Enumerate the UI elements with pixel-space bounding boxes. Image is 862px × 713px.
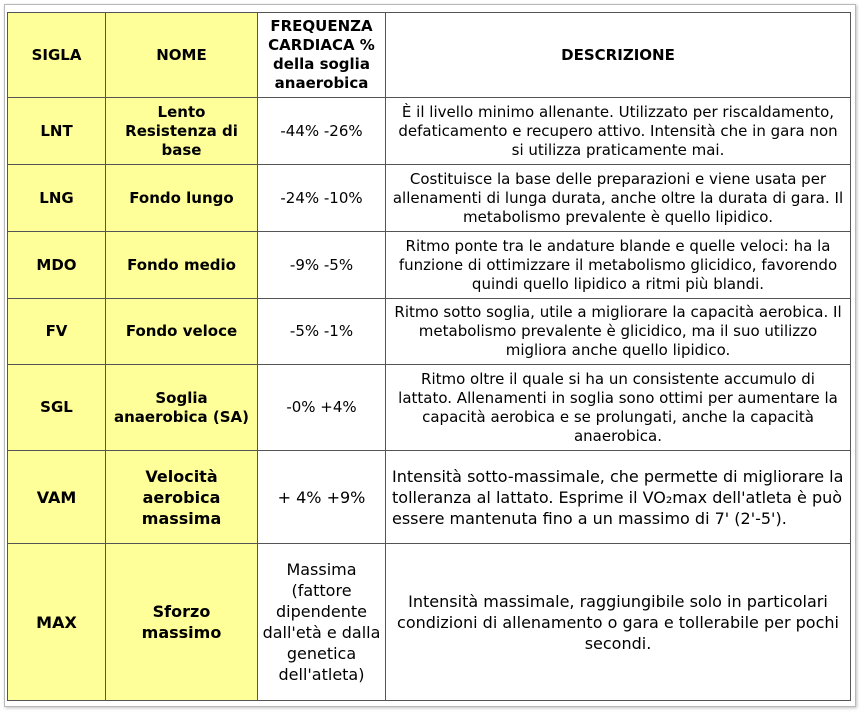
row-frequenza: Massima (fattore dipendente dall'età e dalla genetica dell'atleta)	[258, 544, 386, 701]
row-nome: Lento Resistenza di base	[106, 98, 258, 165]
row-frequenza: -24% -10%	[258, 165, 386, 232]
table-row	[8, 165, 851, 232]
table-row	[8, 365, 851, 451]
row-sigla: LNG	[8, 165, 106, 232]
row-descrizione: Intensità massimale, raggiungibile solo in particolari condizioni di allenamento o gara e tollerabile per pochi secondi.	[386, 544, 851, 701]
row-descrizione: Costituisce la base delle preparazioni e viene usata per allenamenti di lunga durata, anche oltre la durata di gara. Il metabolismo prevalente è quello lipidico.	[386, 165, 851, 232]
row-sigla: SGL	[8, 365, 106, 451]
row-nome: Sforzo massimo	[106, 544, 258, 701]
row-descrizione: Ritmo oltre il quale si ha un consistente accumulo di lattato. Allenamenti in soglia sono ottimi per aumentare la capacità aerobica e se prolungati, anche la capacità anaerobica.	[386, 365, 851, 451]
row-descrizione: Ritmo ponte tra le andature blande e quelle veloci: ha la funzione di ottimizzare il metabolismo glicidico, favorendo quindi quello lipidico a ritmi più blandi.	[386, 232, 851, 299]
row-nome: Soglia anaerobica (SA)	[106, 365, 258, 451]
header-sigla: SIGLA	[8, 13, 106, 98]
row-sigla: LNT	[8, 98, 106, 165]
row-nome: Velocità aerobica massima	[106, 451, 258, 544]
row-nome: Fondo veloce	[106, 299, 258, 365]
row-sigla: FV	[8, 299, 106, 365]
training-zones-table	[7, 12, 851, 701]
row-descrizione: È il livello minimo allenante. Utilizzato per riscaldamento, defaticamento e recupero attivo. Intensità che in gara non si utilizza praticamente mai.	[386, 98, 851, 165]
table-row	[8, 299, 851, 365]
row-frequenza: -44% -26%	[258, 98, 386, 165]
row-nome: Fondo lungo	[106, 165, 258, 232]
header-frequenza: FREQUENZA CARDIACA % della soglia anaerobica	[258, 13, 386, 98]
row-frequenza: -5% -1%	[258, 299, 386, 365]
table-header-row	[8, 13, 851, 98]
table-row	[8, 544, 851, 701]
row-nome: Fondo medio	[106, 232, 258, 299]
table-row	[8, 451, 851, 544]
row-frequenza: + 4% +9%	[258, 451, 386, 544]
header-nome: NOME	[106, 13, 258, 98]
row-descrizione: Ritmo sotto soglia, utile a migliorare la capacità aerobica. Il metabolismo prevalente è glicidico, ma il suo utilizzo migliora anche quello lipidico.	[386, 299, 851, 365]
row-frequenza: -9% -5%	[258, 232, 386, 299]
row-frequenza: -0% +4%	[258, 365, 386, 451]
table-row	[8, 98, 851, 165]
table-row	[8, 232, 851, 299]
row-sigla: MAX	[8, 544, 106, 701]
header-descrizione: DESCRIZIONE	[386, 13, 851, 98]
row-sigla: MDO	[8, 232, 106, 299]
row-descrizione: Intensità sotto-massimale, che permette di migliorare la tolleranza al lattato. Esprime il VO₂max dell'atleta è può essere mantenuta fino a un massimo di 7' (2'-5').	[386, 451, 851, 544]
row-sigla: VAM	[8, 451, 106, 544]
